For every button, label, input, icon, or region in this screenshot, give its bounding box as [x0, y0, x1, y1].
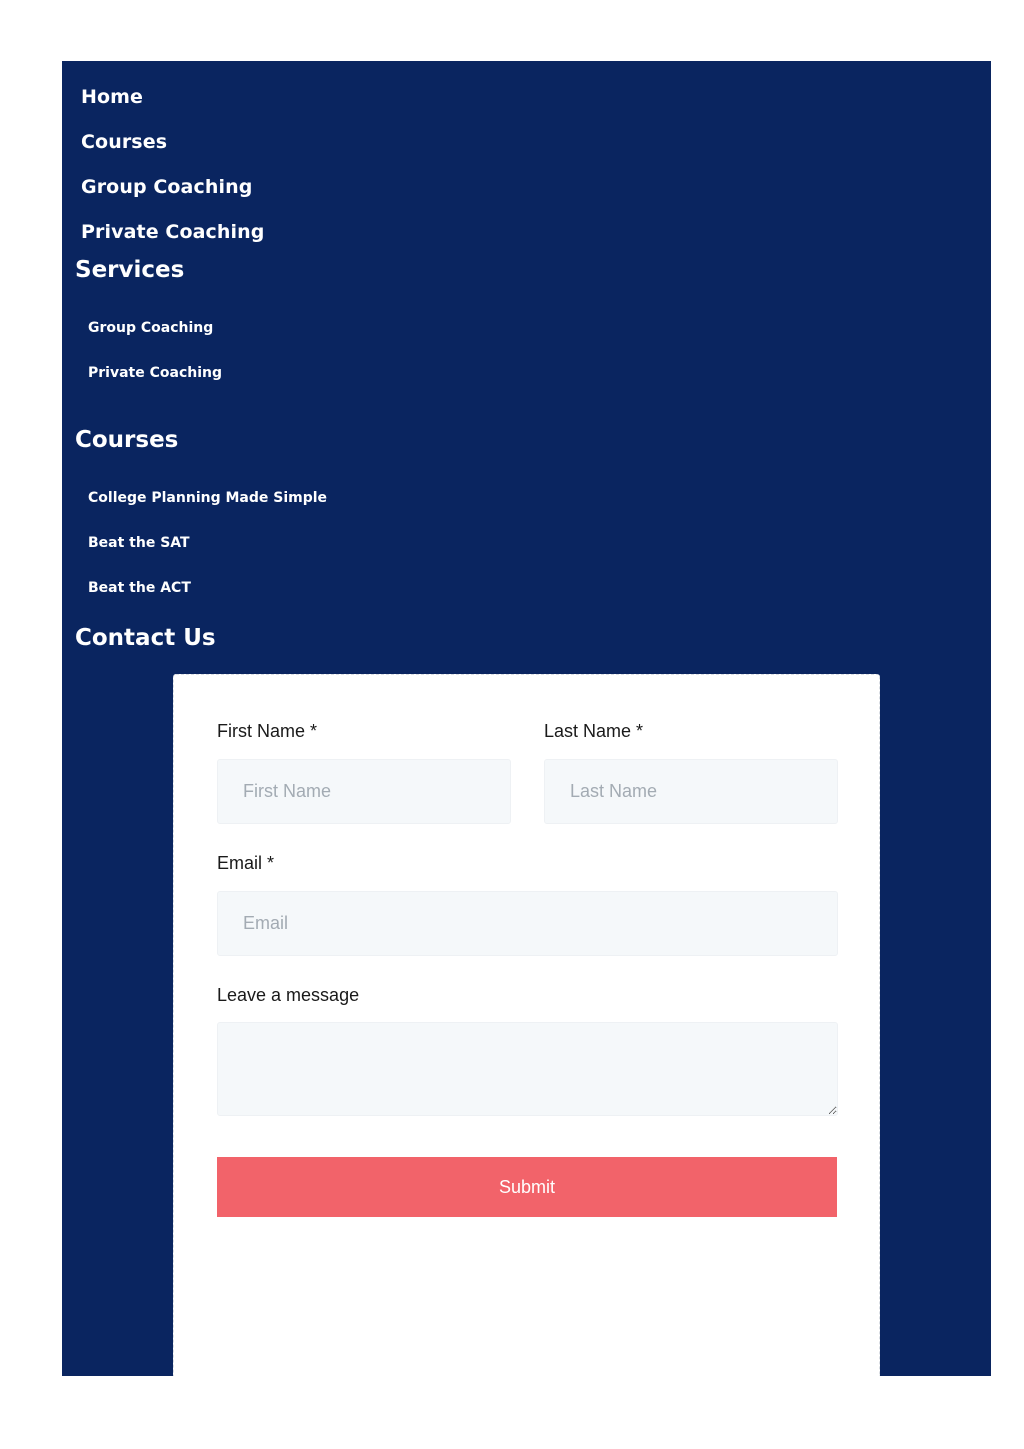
services-link-private-coaching[interactable]: Private Coaching: [88, 365, 222, 381]
submit-button[interactable]: Submit: [217, 1157, 837, 1217]
contact-heading: Contact Us: [75, 625, 216, 651]
message-textarea[interactable]: [217, 1022, 838, 1116]
last-name-input[interactable]: [544, 759, 838, 824]
nav-item-home[interactable]: Home: [81, 86, 144, 108]
footer-panel: [62, 61, 991, 1376]
courses-heading: Courses: [75, 427, 179, 453]
first-name-input[interactable]: [217, 759, 511, 824]
courses-link-beat-the-sat[interactable]: Beat the SAT: [88, 535, 190, 551]
services-link-group-coaching[interactable]: Group Coaching: [88, 320, 214, 336]
nav-item-courses[interactable]: Courses: [81, 131, 168, 153]
contact-form: [173, 674, 880, 1376]
last-name-label: Last Name *: [544, 721, 644, 741]
courses-link-beat-the-act[interactable]: Beat the ACT: [88, 580, 191, 596]
nav-item-private-coaching[interactable]: Private Coaching: [81, 221, 265, 243]
nav-item-group-coaching[interactable]: Group Coaching: [81, 176, 253, 198]
message-label: Leave a message: [217, 985, 360, 1005]
services-heading: Services: [75, 257, 185, 283]
email-input[interactable]: [217, 891, 838, 956]
first-name-label: First Name *: [217, 721, 318, 741]
courses-link-college-planning[interactable]: College Planning Made Simple: [88, 490, 328, 506]
email-label: Email *: [217, 853, 275, 873]
